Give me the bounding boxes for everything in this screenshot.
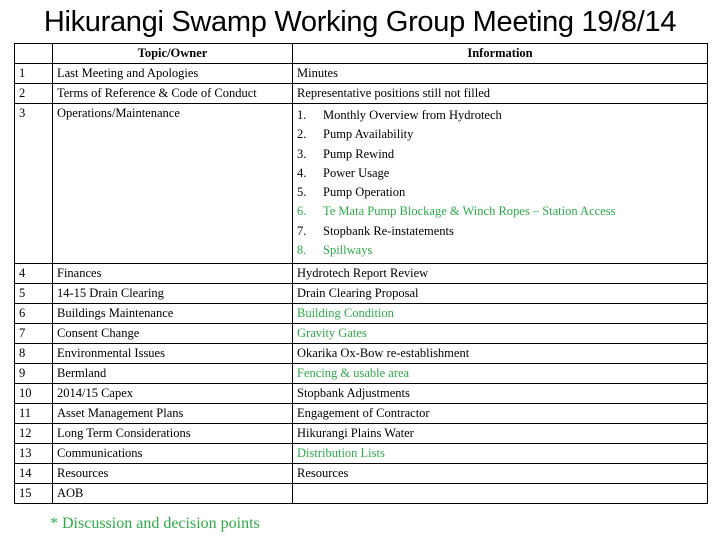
row-information: Okarika Ox-Bow re-establishment	[293, 344, 708, 364]
row-topic: Buildings Maintenance	[53, 304, 293, 324]
row-topic: Finances	[53, 264, 293, 284]
list-item-number: 4.	[297, 165, 307, 180]
row-topic: Resources	[53, 464, 293, 484]
list-item	[297, 222, 703, 241]
row-number: 4	[15, 264, 53, 284]
row-information: Distribution Lists	[293, 444, 708, 464]
list-item	[297, 106, 703, 125]
list-item-number: 8.	[297, 243, 307, 258]
operations-item-list	[297, 104, 703, 263]
row-information: Hikurangi Plains Water	[293, 424, 708, 444]
row-topic: Consent Change	[53, 324, 293, 344]
row-number: 9	[15, 364, 53, 384]
table-row	[15, 264, 708, 284]
row-information: Minutes	[293, 64, 708, 84]
row-information: Fencing & usable area	[293, 364, 708, 384]
row-topic: Asset Management Plans	[53, 404, 293, 424]
list-item	[297, 202, 703, 221]
list-item-text: Pump Rewind	[323, 146, 395, 161]
table-row	[15, 304, 708, 324]
footnote: * Discussion and decision points	[50, 515, 260, 532]
list-item	[297, 164, 703, 183]
list-item-number: 2.	[297, 127, 307, 142]
row-number: 10	[15, 384, 53, 404]
header-information: Information	[293, 44, 708, 64]
table-row	[15, 384, 708, 404]
slide-title: Hikurangi Swamp Working Group Meeting 19/8/14	[43, 6, 677, 38]
table-row	[15, 444, 708, 464]
row-information: Gravity Gates	[293, 324, 708, 344]
row-number: 7	[15, 324, 53, 344]
list-item-text: Pump Operation	[323, 185, 406, 200]
table-row	[15, 284, 708, 304]
list-item	[297, 145, 703, 164]
row-information: Building Condition	[293, 304, 708, 324]
row-number: 15	[15, 484, 53, 504]
row-number: 8	[15, 344, 53, 364]
row-information: Drain Clearing Proposal	[293, 284, 708, 304]
list-item-number: 1.	[297, 108, 307, 122]
row-information: Resources	[293, 464, 708, 484]
table-row	[15, 364, 708, 384]
row-topic: 2014/15 Capex	[53, 384, 293, 404]
table-row	[15, 484, 708, 504]
row-number: 2	[15, 84, 53, 104]
table-row	[15, 464, 708, 484]
table-row	[15, 324, 708, 344]
row-topic: Communications	[53, 444, 293, 464]
row-topic: Bermland	[53, 364, 293, 384]
list-item-text: Monthly Overview from Hydrotech	[323, 108, 502, 122]
list-item-text: Spillways	[323, 243, 373, 258]
list-item-number: 5.	[297, 185, 307, 200]
header-topic-owner: Topic/Owner	[53, 44, 293, 64]
list-item-text: Te Mata Pump Blockage & Winch Ropes – Station Access	[323, 204, 616, 219]
row-number: 12	[15, 424, 53, 444]
list-item-number: 3.	[297, 146, 307, 161]
list-item-number: 6.	[297, 204, 307, 219]
row-number: 6	[15, 304, 53, 324]
list-item-text: Stopbank Re-instatements	[323, 223, 454, 238]
row-topic: Operations/Maintenance	[53, 104, 293, 264]
row-topic: Environmental Issues	[53, 344, 293, 364]
table-header-row	[15, 44, 708, 64]
list-item	[297, 183, 703, 202]
row-topic: 14-15 Drain Clearing	[53, 284, 293, 304]
list-item-text: Pump Availability	[323, 127, 414, 142]
row-information	[293, 484, 708, 504]
row-information: Engagement of Contractor	[293, 404, 708, 424]
table-row	[15, 104, 708, 264]
row-number: 3	[15, 104, 53, 264]
header-number	[15, 44, 53, 64]
row-number: 11	[15, 404, 53, 424]
table-row	[15, 424, 708, 444]
row-number: 5	[15, 284, 53, 304]
list-item	[297, 125, 703, 144]
list-item-number: 7.	[297, 223, 307, 238]
row-information: Hydrotech Report Review	[293, 264, 708, 284]
row-topic: Long Term Considerations	[53, 424, 293, 444]
row-information: Representative positions still not filled	[293, 84, 708, 104]
row-topic: Terms of Reference & Code of Conduct	[53, 84, 293, 104]
row-number: 1	[15, 64, 53, 84]
row-information: Stopbank Adjustments	[293, 384, 708, 404]
row-topic: Last Meeting and Apologies	[53, 64, 293, 84]
row-number: 14	[15, 464, 53, 484]
table-row	[15, 344, 708, 364]
list-item-text: Power Usage	[323, 165, 390, 180]
agenda-table-body	[15, 64, 708, 504]
table-row	[15, 64, 708, 84]
table-row	[15, 404, 708, 424]
row-information	[293, 104, 708, 264]
agenda-table	[14, 43, 708, 504]
table-row	[15, 84, 708, 104]
list-item	[297, 241, 703, 260]
row-number: 13	[15, 444, 53, 464]
row-topic: AOB	[53, 484, 293, 504]
